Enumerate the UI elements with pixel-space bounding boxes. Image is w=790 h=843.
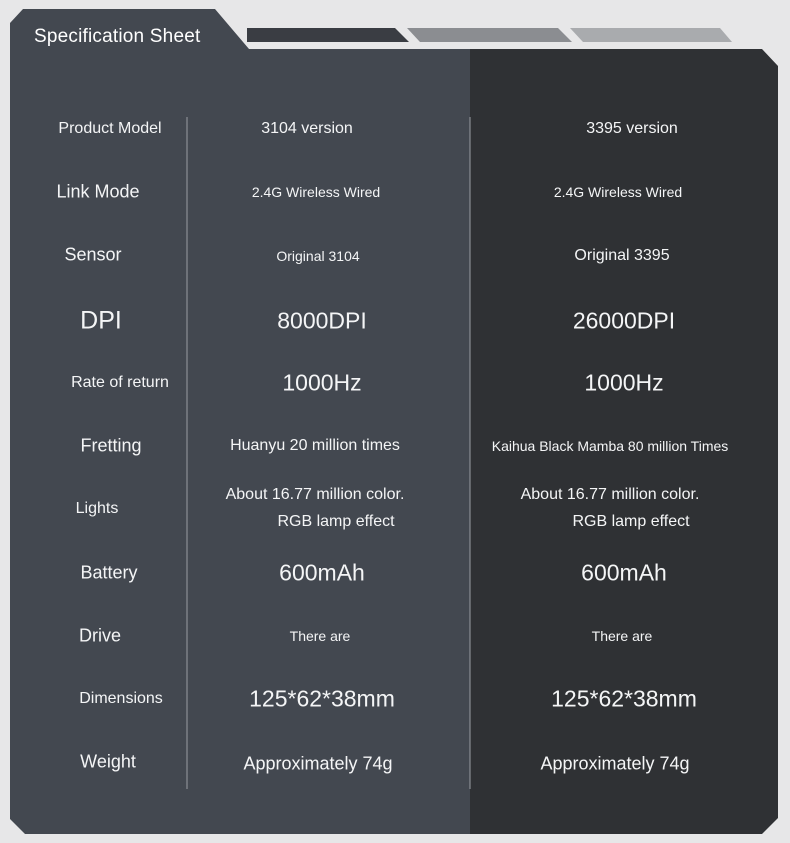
cell-3104-lights-line1: About 16.77 million color. [225, 486, 405, 503]
cell-3395-link-mode: 2.4G Wireless Wired [553, 184, 683, 200]
header-tab-1 [247, 28, 409, 42]
cell-3104-lights-line2: RGB lamp effect [277, 513, 395, 530]
row-label-dimensions: Dimensions [79, 690, 163, 707]
cell-3104-lights [226, 481, 405, 535]
cell-3104-rate-of-return: 1000Hz [282, 369, 362, 396]
row-label-lights: Lights [75, 500, 119, 517]
row-label-fretting: Fretting [80, 435, 142, 456]
cell-3395-product-model: 3395 version [586, 120, 678, 137]
row-label-product-model: Product Model [58, 120, 162, 137]
cell-3395-dpi: 26000DPI [572, 307, 676, 334]
cell-3104-dpi: 8000DPI [277, 307, 367, 334]
cell-3104-drive: There are [289, 628, 351, 644]
cell-3395-dimensions: 125*62*38mm [551, 685, 697, 712]
cell-3104-link-mode: 2.4G Wireless Wired [251, 184, 381, 200]
cell-3395-battery: 600mAh [581, 559, 667, 586]
header-tab-2 [407, 28, 572, 42]
cell-3395-lights [521, 481, 700, 535]
cell-3104-dimensions: 125*62*38mm [249, 685, 395, 712]
cell-3395-lights-line2: RGB lamp effect [572, 513, 690, 530]
row-label-weight: Weight [80, 751, 136, 772]
header-tab-3 [570, 28, 732, 42]
cell-3104-product-model: 3104 version [261, 120, 353, 137]
cell-3395-weight: Approximately 74g [540, 753, 690, 774]
cell-3104-weight: Approximately 74g [243, 753, 393, 774]
cell-3395-sensor: Original 3395 [574, 247, 670, 264]
cell-3104-battery: 600mAh [279, 559, 365, 586]
row-label-drive: Drive [78, 625, 122, 646]
row-label-rate-of-return: Rate of return [71, 374, 169, 391]
row-label-battery: Battery [80, 562, 138, 583]
row-label-sensor: Sensor [64, 244, 122, 265]
cell-3104-sensor: Original 3104 [276, 248, 360, 264]
cell-3395-rate-of-return: 1000Hz [584, 369, 664, 396]
cell-3395-drive: There are [591, 628, 653, 644]
row-label-dpi: DPI [80, 306, 122, 335]
cell-3395-fretting: Kaihua Black Mamba 80 million Times [491, 438, 729, 454]
cell-3104-fretting: Huanyu 20 million times [230, 437, 400, 454]
row-label-link-mode: Link Mode [56, 181, 140, 202]
spec-sheet-title: Specification Sheet [34, 26, 201, 47]
cell-3395-lights-line1: About 16.77 million color. [520, 486, 700, 503]
